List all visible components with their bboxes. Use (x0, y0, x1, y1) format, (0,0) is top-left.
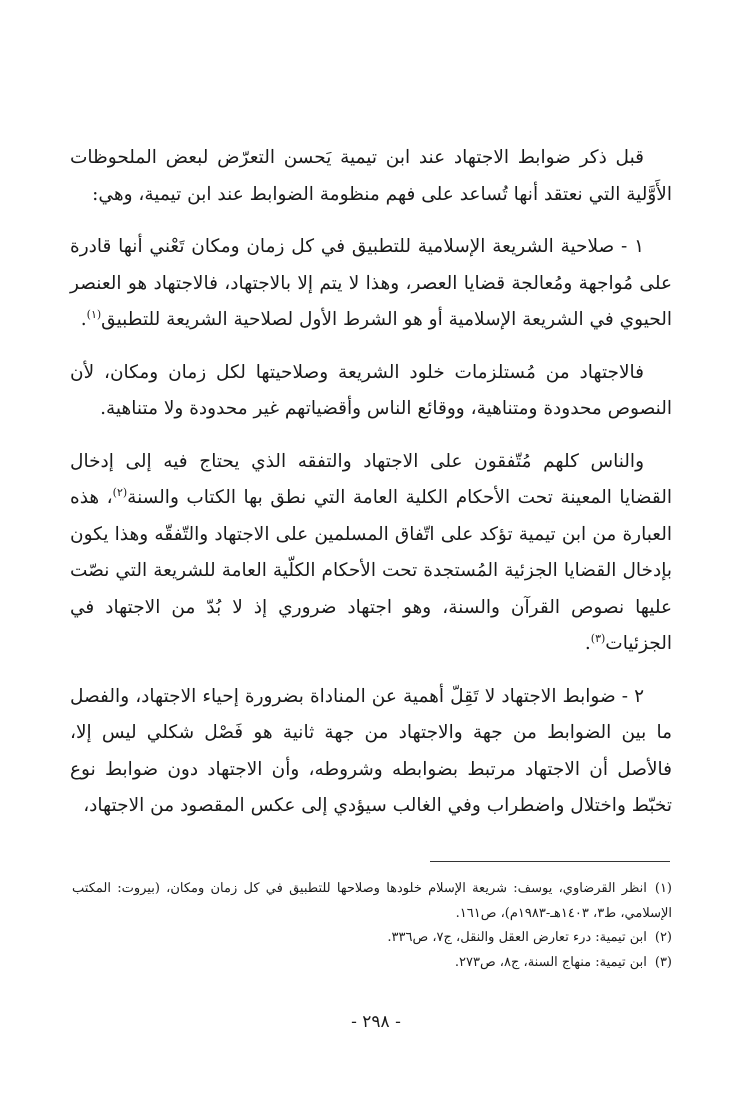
footnote-reference[interactable]: (٢) (112, 485, 128, 499)
paragraph-consensus (70, 444, 672, 663)
footnote-item (72, 877, 672, 926)
paragraph-text: ، هذه العبارة من ابن تيمية تؤكد على اتّفاق المسلمين على الاجتهاد والتّفقّه وهذا يكون بإدخال القضايا الجزئية المُستجدة تحت الأحكام الكلّية العامة للشريعة التي نصّت عليها نصوص القرآن والسنة، وهو اجتهاد ضروري إذ لا بُدّ من الاجتهاد في الجزئيات (70, 487, 672, 654)
paragraph-text: قبل ذكر ضوابط الاجتهاد عند ابن تيمية يَحسن التعرّض لبعض الملحوظات الأَوَّلية التي نعتقد أنها تُساعد على فهم منظومة الضوابط عند ابن تيمية، وهي: (70, 147, 672, 205)
footnote-number: (١) (654, 881, 672, 896)
footnote-item (72, 951, 672, 976)
main-text (70, 140, 672, 841)
footnote-separator (430, 861, 670, 862)
footnote-number: (٣) (654, 954, 672, 970)
paragraph-text: ٢ - ضوابط الاجتهاد لا تَقِلّ أهمية عن المناداة بضرورة إحياء الاجتهاد، والفصل ما بين الضوابط من جهة والاجتهاد من جهة ثانية هو فَصْل شكلي ليس إلا، فالأصل أن الاجتهاد مرتبط بضوابطه وشروطه، وأن الاجتهاد دون ضوابط نوع تخبّط واختلال واضطراب وفي الغالب سيؤدي إلى عكس المقصود من الاجتهاد، (70, 685, 672, 816)
footnote-text: انظر القرضاوي، يوسف: شريعة الإسلام خلودها وصلاحها للتطبيق في كل زمان ومكان، (بيروت: المكتب الإسلامي، ط٣، ١٤٠٣هـ-١٩٨٣م)، ص١٦١. (72, 881, 672, 921)
paragraph-text: فالاجتهاد من مُستلزمات خلود الشريعة وصلاحيتها لكل زمان ومكان، لأن النصوص محدودة ومتناهية، ووقائع الناس وأقضياتهم غير محدودة ولا متناهية. (70, 361, 672, 419)
footnote-reference[interactable]: (٣) (590, 631, 606, 645)
paragraph-text: ١ - صلاحية الشريعة الإسلامية للتطبيق في كل زمان ومكان تَعْني أنها قادرة على مُواجهة ومُعالجة قضايا العصر، وهذا لا يتم إلا بالاجتهاد، فالاجتهاد هو العنصر الحيوي في الشريعة الإسلامية أو هو الشرط الأول لصلاحية الشريعة للتطبيق (70, 236, 672, 330)
footnote-number: (٢) (654, 930, 672, 945)
page-number: - ٢٩٨ - (351, 1012, 401, 1032)
paragraph-text: والناس كلهم مُتّفقون على الاجتهاد والتفقه الذي يحتاج فيه إلى إدخال القضايا المعينة تحت الأحكام الكلية العامة التي نطق بها الكتاب والسنة (70, 450, 672, 508)
paragraph-point-1 (70, 229, 672, 339)
footnotes (72, 877, 672, 975)
footnote-reference[interactable]: (١) (86, 307, 102, 321)
paragraph-punctuation: . (80, 309, 87, 330)
paragraph-intro (70, 140, 672, 213)
paragraph-point-2 (70, 679, 672, 825)
footnote-item (72, 926, 672, 951)
footnote-text: ابن تيمية: منهاج السنة، ج٨، ص٢٧٣. (454, 954, 647, 970)
paragraph-eternity (70, 355, 672, 428)
paragraph-punctuation: . (584, 633, 591, 654)
footnote-text: ابن تيمية: درء تعارض العقل والنقل، ج٧، ص٣٣٦. (387, 930, 647, 945)
